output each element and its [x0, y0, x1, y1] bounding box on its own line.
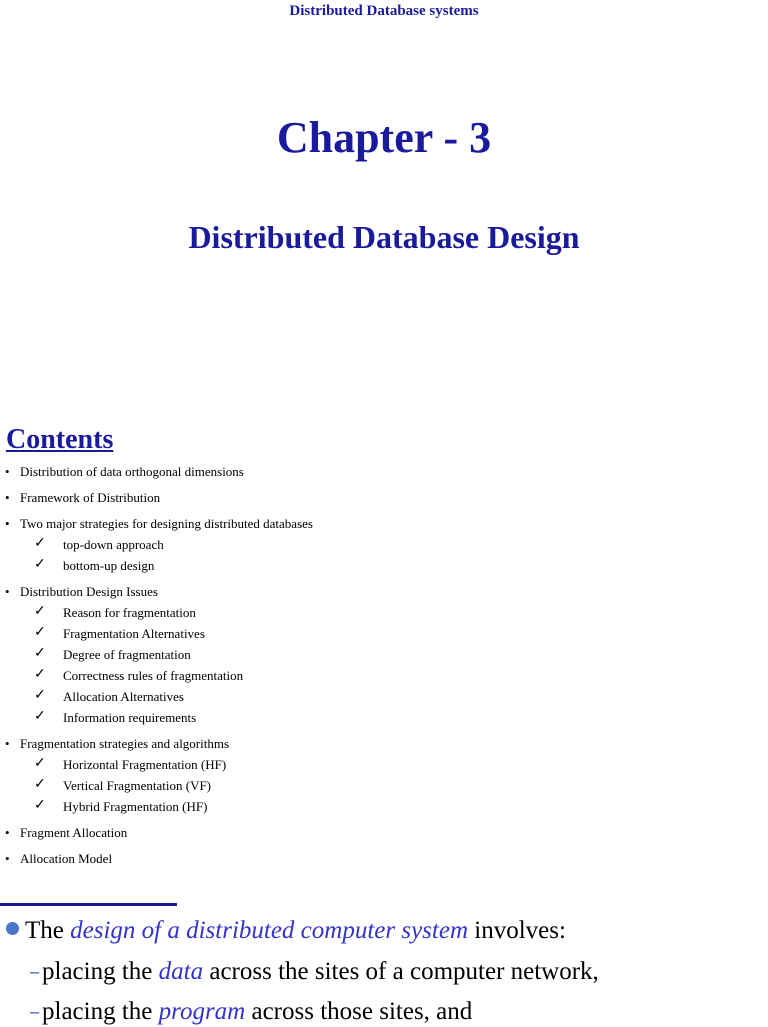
checkmark-icon: ✓	[34, 625, 46, 640]
contents-subitem	[0, 647, 760, 668]
body-line-3-emphasis: program	[158, 998, 246, 1025]
contents-subitem-label: Allocation Alternatives	[63, 689, 184, 704]
body-line-3-pre: placing the	[42, 998, 159, 1025]
body-line-1	[6, 916, 566, 946]
contents-item	[0, 825, 760, 846]
chapter-subtitle: Distributed Database Design	[188, 219, 580, 255]
contents-subitem-label: Vertical Fragmentation (VF)	[63, 778, 212, 793]
body-line-3	[30, 996, 472, 1027]
contents-item-label: Fragment Allocation	[20, 825, 128, 840]
contents-subitem-label: Correctness rules of fragmentation	[63, 668, 244, 683]
contents-subitem	[0, 626, 760, 647]
contents-item-label: Allocation Model	[20, 851, 113, 866]
contents-subitem	[0, 710, 760, 731]
contents-subitem	[0, 605, 760, 626]
contents-item	[0, 490, 760, 511]
body-line-1-emphasis: design of a distributed computer system	[70, 917, 469, 944]
checkmark-icon: ✓	[34, 688, 46, 703]
contents-subitem	[0, 537, 760, 558]
contents-subitem-label: Hybrid Fragmentation (HF)	[63, 799, 208, 814]
contents-subitem	[0, 757, 760, 778]
contents-item-label: Distribution Design Issues	[20, 584, 158, 599]
bullet-icon: •	[5, 825, 10, 840]
bullet-icon: •	[5, 490, 10, 505]
bullet-icon: •	[5, 584, 10, 599]
body-line-2-pre: placing the	[42, 958, 159, 985]
checkmark-icon: ✓	[34, 798, 46, 813]
contents-list	[0, 464, 760, 872]
checkmark-icon: ✓	[34, 756, 46, 771]
contents-item	[0, 584, 760, 605]
contents-item-label: Distribution of data orthogonal dimensions	[20, 464, 244, 479]
checkmark-icon: ✓	[34, 667, 46, 682]
checkmark-icon: ✓	[34, 709, 46, 724]
chapter-title: Chapter - 3	[276, 113, 492, 162]
contents-subitem-label: bottom-up design	[63, 558, 155, 573]
contents-item-label: Fragmentation strategies and algorithms	[20, 736, 230, 751]
running-header: Distributed Database systems	[289, 3, 479, 19]
checkmark-icon: ✓	[34, 557, 46, 572]
contents-subitem-label: Fragmentation Alternatives	[63, 626, 205, 641]
contents-item	[0, 851, 760, 872]
contents-item-label: Framework of Distribution	[20, 490, 161, 505]
contents-item	[0, 516, 760, 537]
contents-item	[0, 464, 760, 485]
bullet-icon: •	[5, 516, 10, 531]
section-divider	[0, 903, 177, 906]
contents-subitem	[0, 799, 760, 820]
checkmark-icon: ✓	[34, 536, 46, 551]
contents-subitem	[0, 558, 760, 579]
contents-subitem-label: Degree of fragmentation	[63, 647, 191, 662]
body-line-1-pre: The	[25, 917, 71, 944]
bullet-icon: •	[5, 851, 10, 866]
body-line-2-emphasis: data	[158, 958, 204, 985]
body-line-3-post: across those sites, and	[245, 998, 473, 1025]
contents-subitem	[0, 668, 760, 689]
contents-item-label: Two major strategies for designing distributed databases	[20, 516, 313, 531]
body-line-2-post: across the sites of a computer network,	[203, 958, 599, 985]
contents-item	[0, 736, 760, 757]
bullet-icon: •	[5, 464, 10, 479]
contents-subitem-label: Reason for fragmentation	[63, 605, 196, 620]
checkmark-icon: ✓	[34, 646, 46, 661]
dash-bullet-icon: –	[30, 1001, 39, 1021]
checkmark-icon: ✓	[34, 604, 46, 619]
contents-subitem-label: Horizontal Fragmentation (HF)	[63, 757, 227, 772]
contents-subitem-label: top-down approach	[63, 537, 164, 552]
dash-bullet-icon: –	[30, 961, 39, 981]
contents-heading: Contents	[6, 424, 114, 455]
body-line-1-post: involves:	[468, 917, 566, 944]
contents-subitem	[0, 689, 760, 710]
bullet-dot-icon	[6, 922, 19, 935]
checkmark-icon: ✓	[34, 777, 46, 792]
body-line-2	[30, 956, 599, 987]
bullet-icon: •	[5, 736, 10, 751]
contents-subitem	[0, 778, 760, 799]
contents-subitem-label: Information requirements	[63, 710, 197, 725]
